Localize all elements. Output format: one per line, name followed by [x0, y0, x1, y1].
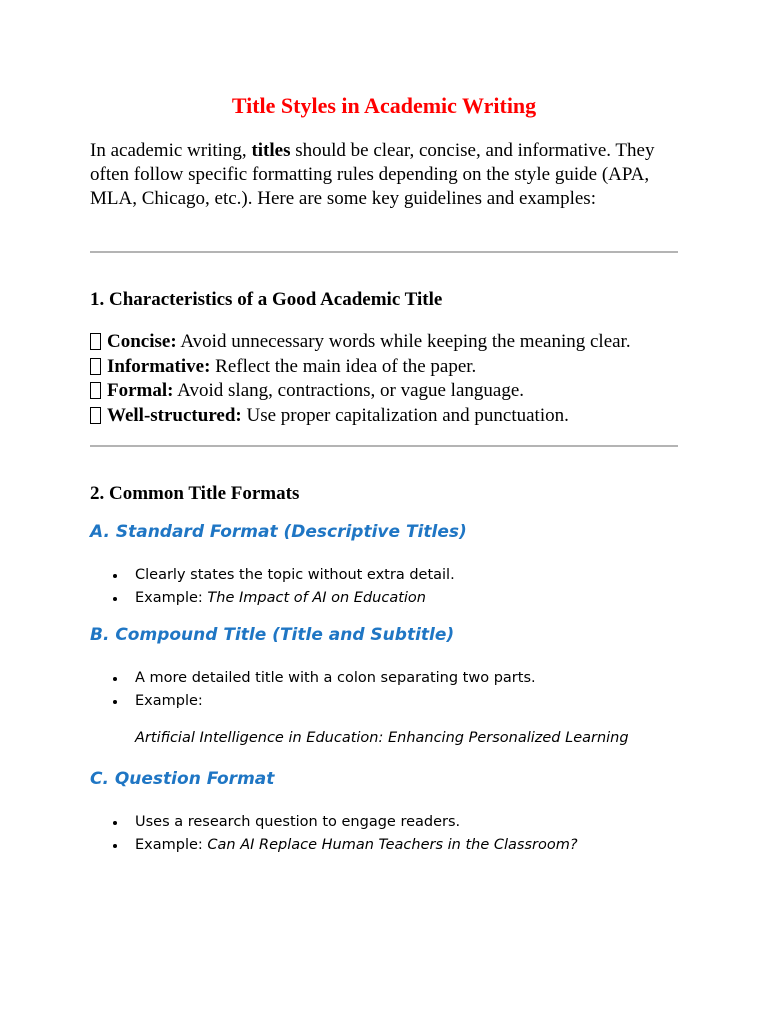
subheading-compound-title: B. Compound Title (Title and Subtitle) — [90, 625, 455, 645]
section-heading-formats: 2. Common Title Formats — [90, 483, 300, 504]
divider — [90, 251, 678, 253]
bullet-icon — [113, 597, 117, 601]
list-item: Clearly states the topic without extra detail. — [90, 564, 690, 587]
intro-bold-term: titles — [251, 140, 291, 161]
standard-format-list — [90, 564, 690, 610]
characteristics-list — [90, 330, 690, 428]
subheading-standard-format: A. Standard Format (Descriptive Titles) — [90, 522, 467, 542]
item-text: Reflect the main idea of the paper. — [210, 355, 477, 377]
list-item: Example: Can AI Replace Human Teachers in the Classroom? — [90, 834, 690, 857]
subheading-question-format: C. Question Format — [90, 769, 275, 789]
list-item: Uses a research question to engage readers. — [90, 811, 690, 834]
list-item — [90, 355, 690, 380]
bullet-icon — [113, 574, 117, 578]
item-label: Formal: — [107, 380, 174, 401]
question-format-list — [90, 811, 690, 857]
list-item — [90, 330, 690, 355]
divider — [90, 445, 678, 447]
list-item: Example: The Impact of AI on Education — [90, 587, 690, 610]
empty-box-icon — [90, 382, 101, 399]
intro-text-before: In academic writing, — [90, 140, 252, 161]
list-item: A more detailed title with a colon separating two parts. — [90, 667, 690, 690]
item-text: Avoid unnecessary words while keeping the meaning clear. — [176, 331, 631, 352]
item-label: Informative: — [107, 355, 211, 377]
bullet-icon — [113, 821, 117, 825]
example-title: The Impact of AI on Education — [207, 590, 426, 606]
section-heading-characteristics: 1. Characteristics of a Good Academic Title — [90, 289, 443, 310]
list-item: Example: — [90, 690, 690, 713]
item-label: Concise: — [107, 331, 177, 352]
empty-box-icon — [90, 407, 101, 424]
list-item — [90, 379, 690, 404]
list-item — [90, 404, 690, 429]
compound-example-title: Artificial Intelligence in Education: Enhancing Personalized Learning — [135, 730, 629, 746]
intro-paragraph — [90, 139, 678, 211]
example-title: Can AI Replace Human Teachers in the Classroom? — [207, 837, 578, 853]
item-text: Avoid slang, contractions, or vague language. — [173, 380, 525, 401]
page-title: Title Styles in Academic Writing — [231, 93, 537, 118]
bullet-icon — [113, 700, 117, 704]
bullet-icon — [113, 844, 117, 848]
compound-title-list — [90, 667, 690, 713]
intro-text-after: should be clear, concise, and informative. They often follow specific formatting rules depending on the style guide (APA, MLA, Chicago, etc.). Here are some key guidelines and examples: — [90, 140, 655, 209]
item-label: Well-structured: — [107, 404, 242, 426]
item-text: Use proper capitalization and punctuation. — [241, 404, 569, 426]
empty-box-icon — [90, 333, 101, 350]
bullet-icon — [113, 677, 117, 681]
empty-box-icon — [90, 358, 101, 375]
